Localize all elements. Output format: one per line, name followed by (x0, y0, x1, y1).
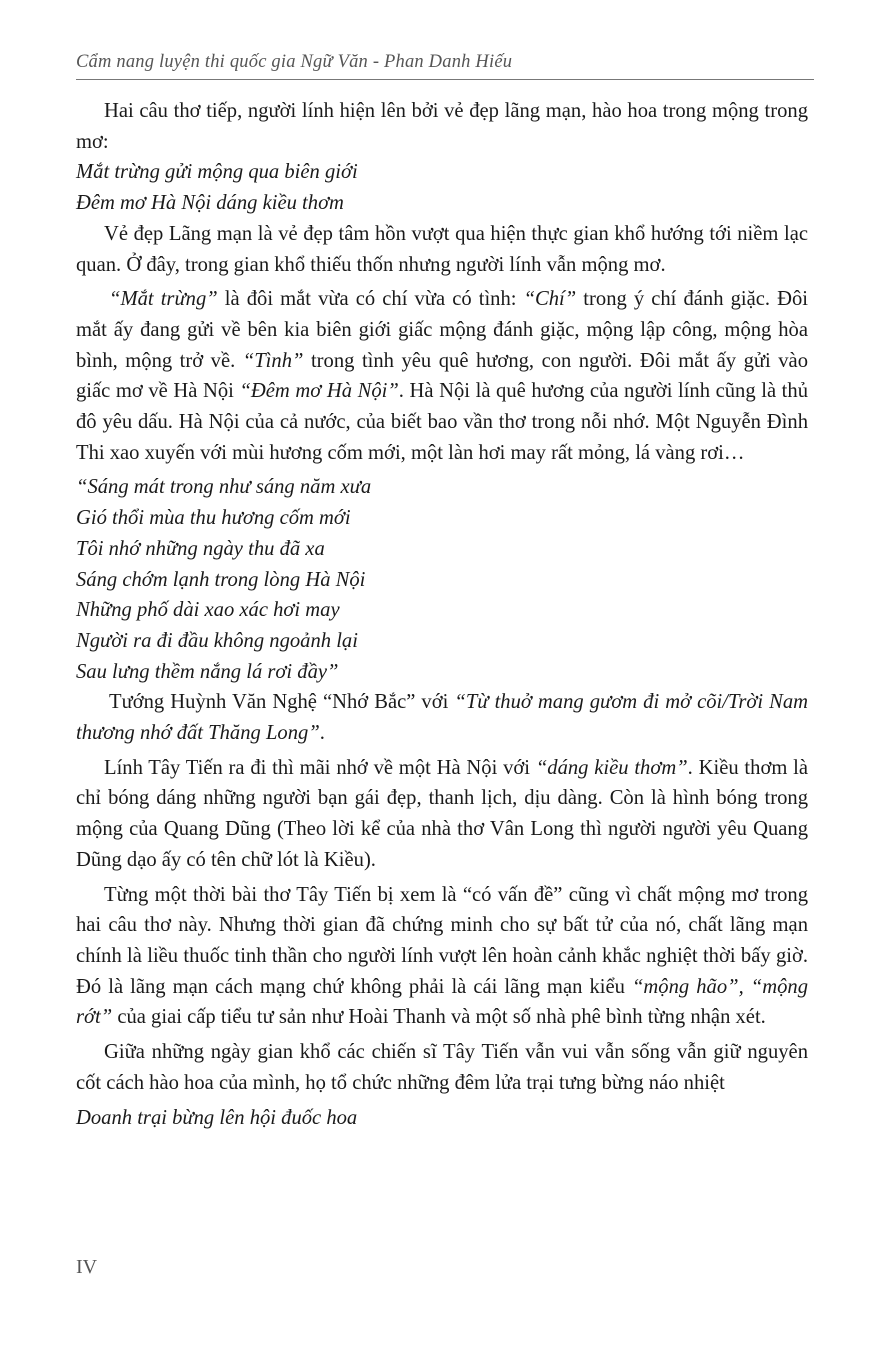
verse-line: Đêm mơ Hà Nội dáng kiều thơm (76, 192, 344, 215)
paragraph-controversy: Từng một thời bài thơ Tây Tiến bị xem là “có vấn đề” cũng vì chất mộng mơ trong hai câu thơ này. Nhưng thời gian đã chứng minh cho sự bất tử của nó, chất lãng mạn chính là liều thuốc tinh thần cho người lính vượt lên hoàn cảnh khắc nghiệt thời bấy giờ. Đó là lãng mạn cách mạng chứ không phải là cái lãng mạn kiểu “mộng hão”, “mộng rớt” của giai cấp tiểu tư sản như Hoài Thanh và một số nhà phê bình từng nhận xét. (76, 883, 808, 1029)
quote: “Tình” (242, 349, 304, 372)
poem-excerpt-2 (76, 472, 808, 687)
verse-line: Gió thổi mùa thu hương cốm mới (76, 507, 351, 530)
quote: “Đêm mơ Hà Nội” (239, 380, 399, 403)
verse-line: Tôi nhớ những ngày thu đã xa (76, 537, 325, 560)
quote: “Từ thuở mang gươm đi mở cõi/Trời Nam thương nhớ đất Thăng Long” (76, 691, 808, 745)
paragraph-intro: Hai câu thơ tiếp, người lính hiện lên bởi vẻ đẹp lãng mạn, hào hoa trong mộng trong mơ: (76, 100, 808, 153)
paragraph-romantic-beauty: Vẻ đẹp Lãng mạn là vẻ đẹp tâm hồn vượt qua hiện thực gian khổ hướng tới niềm lạc quan. Ở đây, trong gian khổ thiếu thốn nhưng người lính vẫn mộng mơ. (76, 222, 808, 276)
verse-line: Doanh trại bừng lên hội đuốc hoa (76, 1106, 358, 1129)
verse-line: Sau lưng thềm nắng lá rơi đầy” (76, 660, 339, 683)
quote: “Mắt trừng” (109, 288, 218, 311)
verse-line: “Sáng mát trong như sáng năm xưa (76, 476, 372, 499)
paragraph-campfire: Giữa những ngày gian khổ các chiến sĩ Tây Tiến vẫn vui vẫn sống vẫn giữ nguyên cốt cách hào hoa của mình, họ tổ chức những đêm lửa trại tưng bừng náo nhiệt (76, 1041, 808, 1094)
header-divider (76, 79, 814, 80)
verse-line: Người ra đi đầu không ngoảnh lại (76, 629, 358, 652)
verse-line: Sáng chớm lạnh trong lòng Hà Nội (76, 568, 366, 591)
quote: “mộng hão”, “mộng rớt” (76, 975, 808, 1029)
running-header: Cẩm nang luyện thi quốc gia Ngữ Văn - Phan Danh Hiếu (76, 52, 513, 72)
paragraph-eyes: “Mắt trừng” là đôi mắt vừa có chí vừa có tình: “Chí” trong ý chí đánh giặc. Đôi mắt ấy đang gửi về bên kia biên giới giấc mộng đánh giặc, mộng lập công, mộng hòa bình, mộng trở về. “Tình” trong tình yêu quê hương, con người. Đôi mắt ấy gửi vào giấc mơ về Hà Nội “Đêm mơ Hà Nội”. Hà Nội là quê hương của người lính cũng là thủ đô yêu dấu. Hà Nội của cả nước, của biết bao vần thơ trong nỗi nhớ. Một Nguyễn Đình Thi xao xuyến với mùi hương cốm mới, một làn hơi may rất mỏng, lá vàng rơi… (76, 288, 808, 464)
poem-excerpt-1 (76, 157, 808, 218)
page-number: IV (76, 1256, 98, 1278)
paragraph-kieu-thom: Lính Tây Tiến ra đi thì mãi nhớ về một Hà Nội với “dáng kiều thơm”. Kiều thơm là chỉ bóng dáng những người bạn gái đẹp, thanh lịch, dịu dàng. Còn là hình bóng trong mộng của Quang Dũng (Theo lời kể của nhà thơ Vân Long thì người người yêu Quang Dũng dạo ấy có tên chữ lót là Kiều). (76, 756, 808, 871)
quote: “dáng kiều thơm” (535, 756, 688, 779)
paragraph-huynh-van-nghe: Tướng Huỳnh Văn Nghệ “Nhớ Bắc” với “Từ thuở mang gươm đi mở cõi/Trời Nam thương nhớ đất Thăng Long”. (76, 691, 808, 745)
quote: “Chí” (523, 288, 577, 311)
verse-line: Mắt trừng gửi mộng qua biên giới (76, 161, 358, 184)
page-body (76, 96, 808, 1133)
verse-line: Những phố dài xao xác hơi may (76, 599, 340, 622)
